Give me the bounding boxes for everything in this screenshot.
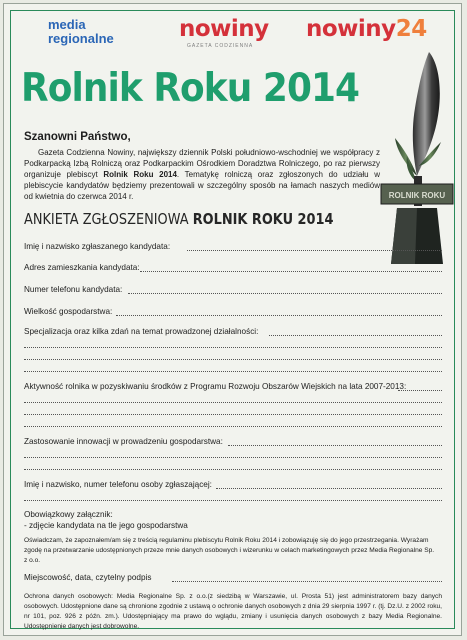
signature-label: Miejscowość, data, czytelny podpis	[24, 573, 152, 582]
field-label-farm-size: Wielkość gospodarstwa:	[24, 307, 113, 316]
data-protection-note: Ochrona danych osobowych: Media Regionalne Sp. z o.o.(z siedzibą w Warszawie, ul. Prosta 51) jest administratorem bazy danych osobowych. Udostępnione dane są chronione zgodnie z ustawą o ochronie danych osobowych z dnia 29 sierpnia 1997 r. (tj. Dz.U. z 2002 roku, nr 101, poz. 926 z późn. zm.). Udostępniający ma prawo do wglądu, zmiany i usunięcia danych osobowych z bazy Media Regionalne. Udostępnienie danych jest dobrowolne.	[24, 593, 442, 630]
field-input-specialization-2[interactable]	[24, 347, 442, 348]
attachment-heading: Obowiązkowy załącznik:	[24, 510, 113, 519]
intro-paragraph	[24, 147, 380, 202]
field-input-specialization-3[interactable]	[24, 359, 442, 360]
form-title-prefix: ANKIETA ZGŁOSZENIOWA	[24, 210, 193, 228]
logo-media-line1: media	[48, 17, 86, 32]
field-input-submitter-1[interactable]	[216, 488, 442, 489]
field-label-submitter: Imię i nazwisko, numer telefonu osoby zgłaszającej:	[24, 480, 212, 489]
field-input-candidate-name[interactable]	[187, 250, 442, 251]
field-input-farm-size[interactable]	[116, 315, 442, 316]
field-input-address[interactable]	[140, 271, 442, 272]
field-input-prow-1[interactable]	[398, 390, 442, 391]
field-label-candidate-name: Imię i nazwisko zgłaszanego kandydata:	[24, 242, 171, 251]
consent-statement: Oświadczam, że zapoznałem/am się z treścią regulaminu plebiscytu Rolnik Roku 2014 i zobowiązuję się do jego przestrzegania. Wyrażam zgodę na przetwarzanie udostępnionych przeze mnie danych osobowych i wizerunku w celach marketingowych przez Media Regionalne Sp. z o.o.	[24, 537, 435, 564]
field-input-prow-2[interactable]	[24, 402, 442, 403]
signature-input[interactable]	[172, 581, 442, 582]
attachment-photo-note: - zdjęcie kandydata na tle jego gospodarstwa	[24, 521, 188, 530]
field-label-innovation: Zastosowanie innowacji w prowadzeniu gospodarstwa:	[24, 437, 223, 446]
nowiny-logo-text: nowiny	[179, 16, 269, 42]
field-input-innovation-2[interactable]	[24, 457, 442, 458]
intro-text-after: . Tematykę rolniczą oraz zgłoszonych do udziału w plebiscycie kandydatów będziemy prezentowali w szczególny sposób na łamach naszych mediów od kwietnia do czerwca 2014 r.	[24, 170, 381, 201]
page-title: Rolnik Roku 2014	[21, 66, 360, 111]
nowiny-logo	[179, 16, 269, 49]
field-input-prow-4[interactable]	[24, 426, 442, 427]
intro-bold-name: Rolnik Roku 2014	[103, 170, 177, 179]
nowiny24-word: nowiny	[306, 16, 396, 42]
nowiny24-logo	[306, 16, 427, 42]
field-input-phone[interactable]	[128, 293, 442, 294]
nowiny-tagline: GAZETA CODZIENNA	[187, 43, 254, 49]
greeting: Szanowni Państwo,	[24, 131, 131, 143]
field-label-phone: Numer telefonu kandydata:	[24, 285, 123, 294]
field-label-specialization: Specjalizacja oraz kilka zdań na temat prowadzonej działalności:	[24, 327, 259, 336]
field-input-submitter-2[interactable]	[24, 500, 442, 501]
field-label-prow-activity: Aktywność rolnika w pozyskiwaniu środków z Programu Rozwoju Obszarów Wiejskich na lata 2007-2013:	[24, 382, 407, 391]
form-title	[24, 210, 333, 228]
field-input-prow-3[interactable]	[24, 414, 442, 415]
document-page	[3, 3, 462, 636]
nowiny24-number: 24	[395, 16, 427, 42]
field-input-specialization-4[interactable]	[24, 371, 442, 372]
field-label-address: Adres zamieszkania kandydata:	[24, 263, 140, 272]
field-input-innovation-3[interactable]	[24, 469, 442, 470]
field-input-specialization-1[interactable]	[269, 335, 442, 336]
trophy-plate-text: ROLNIK ROKU	[388, 191, 446, 200]
trophy-image	[377, 48, 457, 270]
intro-text-before: Gazeta Codzienna Nowiny, największy dziennik Polski południowo-wschodniej we współpracy z Podkarpacką Izbą Rolniczą oraz Podkarpackim Ośrodkiem Doradztwa Rolniczego, po raz pierwszy organizuje plebiscyt	[24, 148, 380, 179]
logo-media-line2: regionalne	[48, 31, 114, 46]
field-input-innovation-1[interactable]	[228, 445, 442, 446]
media-regionalne-logo	[48, 18, 128, 46]
form-title-bold: ROLNIK ROKU 2014	[192, 210, 334, 228]
